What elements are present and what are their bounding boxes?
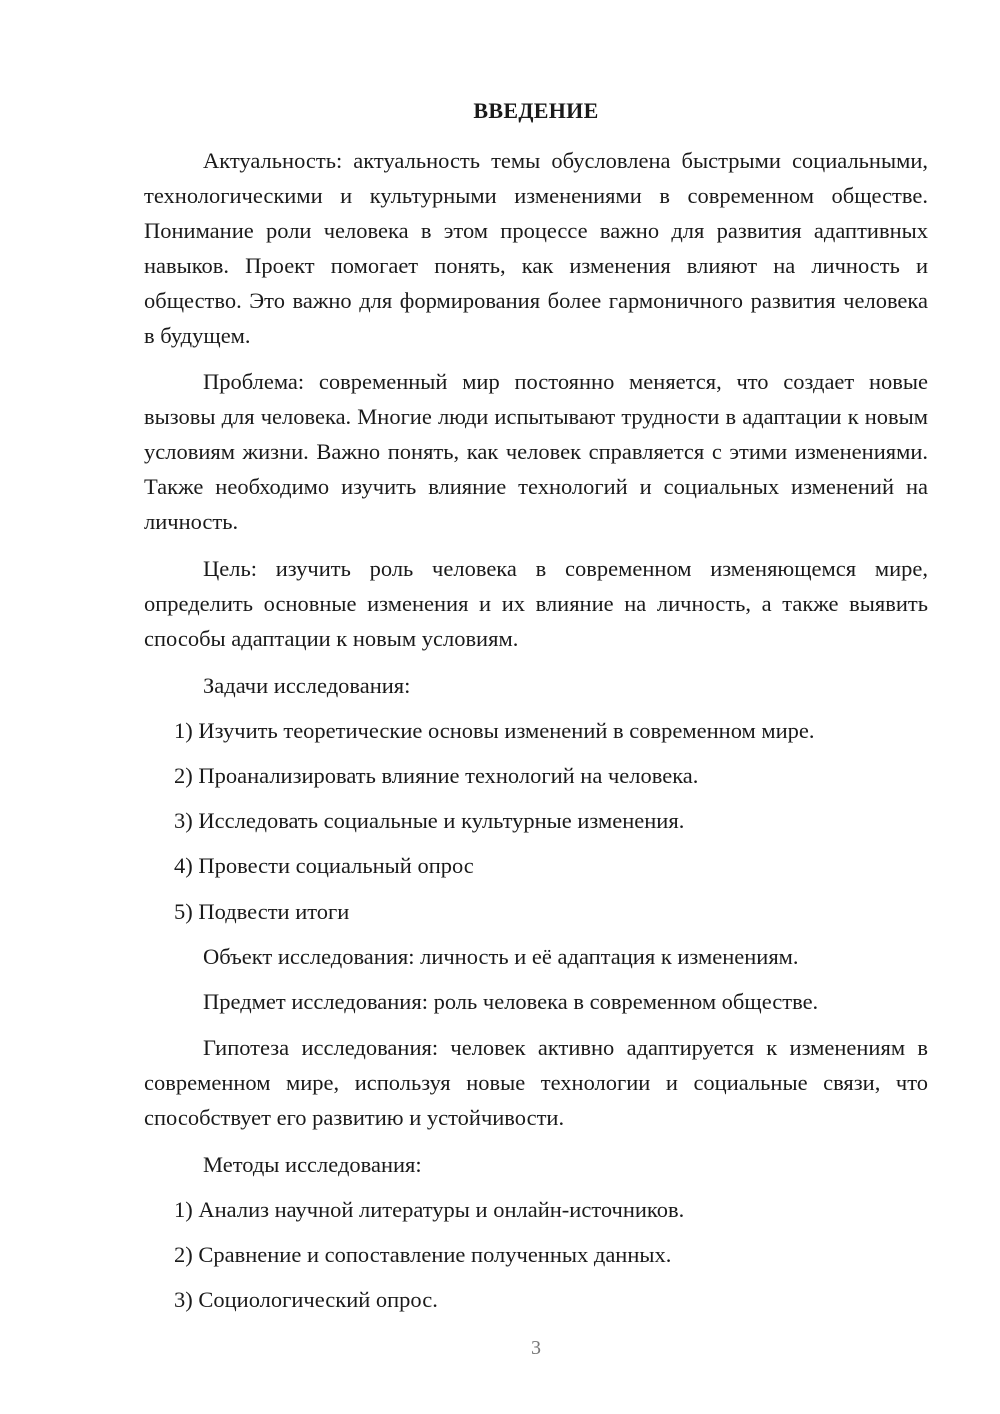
method-item-2: 2) Сравнение и сопоставление полученных данных. (174, 1242, 672, 1267)
task-item-5: 5) Подвести итоги (174, 899, 350, 924)
goal-paragraph: Цель: изучить роль человека в современном изменяющемся мире, определить основные изменения и их влияние на личность, а также выявить способы адаптации к новым условиям. (144, 556, 928, 651)
tasks-title: Задачи исследования: (203, 673, 411, 698)
methods-title: Методы исследования: (203, 1152, 422, 1177)
task-item-3: 3) Исследовать социальные и культурные изменения. (174, 808, 685, 833)
subject-line: Предмет исследования: роль человека в современном обществе. (203, 989, 819, 1014)
method-item-3: 3) Социологический опрос. (174, 1287, 438, 1312)
task-item-4: 4) Провести социальный опрос (174, 853, 474, 878)
method-item-1: 1) Анализ научной литературы и онлайн-источников. (174, 1197, 685, 1222)
problem-paragraph: Проблема: современный мир постоянно меняется, что создает новые вызовы для человека. Многие люди испытывают трудности в адаптации к новым условиям жизни. Важно понять, как человек справляется с этими изменениями. Также необходимо изучить влияние технологий и социальных изменений на личность. (144, 369, 928, 534)
relevance-paragraph: Актуальность: актуальность темы обусловлена быстрыми социальными, технологическими и культурными изменениями в современном обществе. Понимание роли человека в этом процессе важно для развития адаптивных навыков. Проект помогает понять, как изменения влияют на личность и общество. Это важно для формирования более гармоничного развития человека в будущем. (144, 148, 928, 348)
task-item-1: 1) Изучить теоретические основы изменений в современном мире. (174, 718, 815, 743)
task-item-2: 2) Проанализировать влияние технологий на человека. (174, 763, 699, 788)
section-heading: ВВЕДЕНИЕ (473, 98, 599, 123)
object-line: Объект исследования: личность и её адаптация к изменениям. (203, 944, 799, 969)
page-number: 3 (531, 1337, 541, 1359)
hypothesis-paragraph: Гипотеза исследования: человек активно адаптируется к изменениям в современном мире, используя новые технологии и социальные связи, что способствует его развитию и устойчивости. (144, 1035, 928, 1130)
